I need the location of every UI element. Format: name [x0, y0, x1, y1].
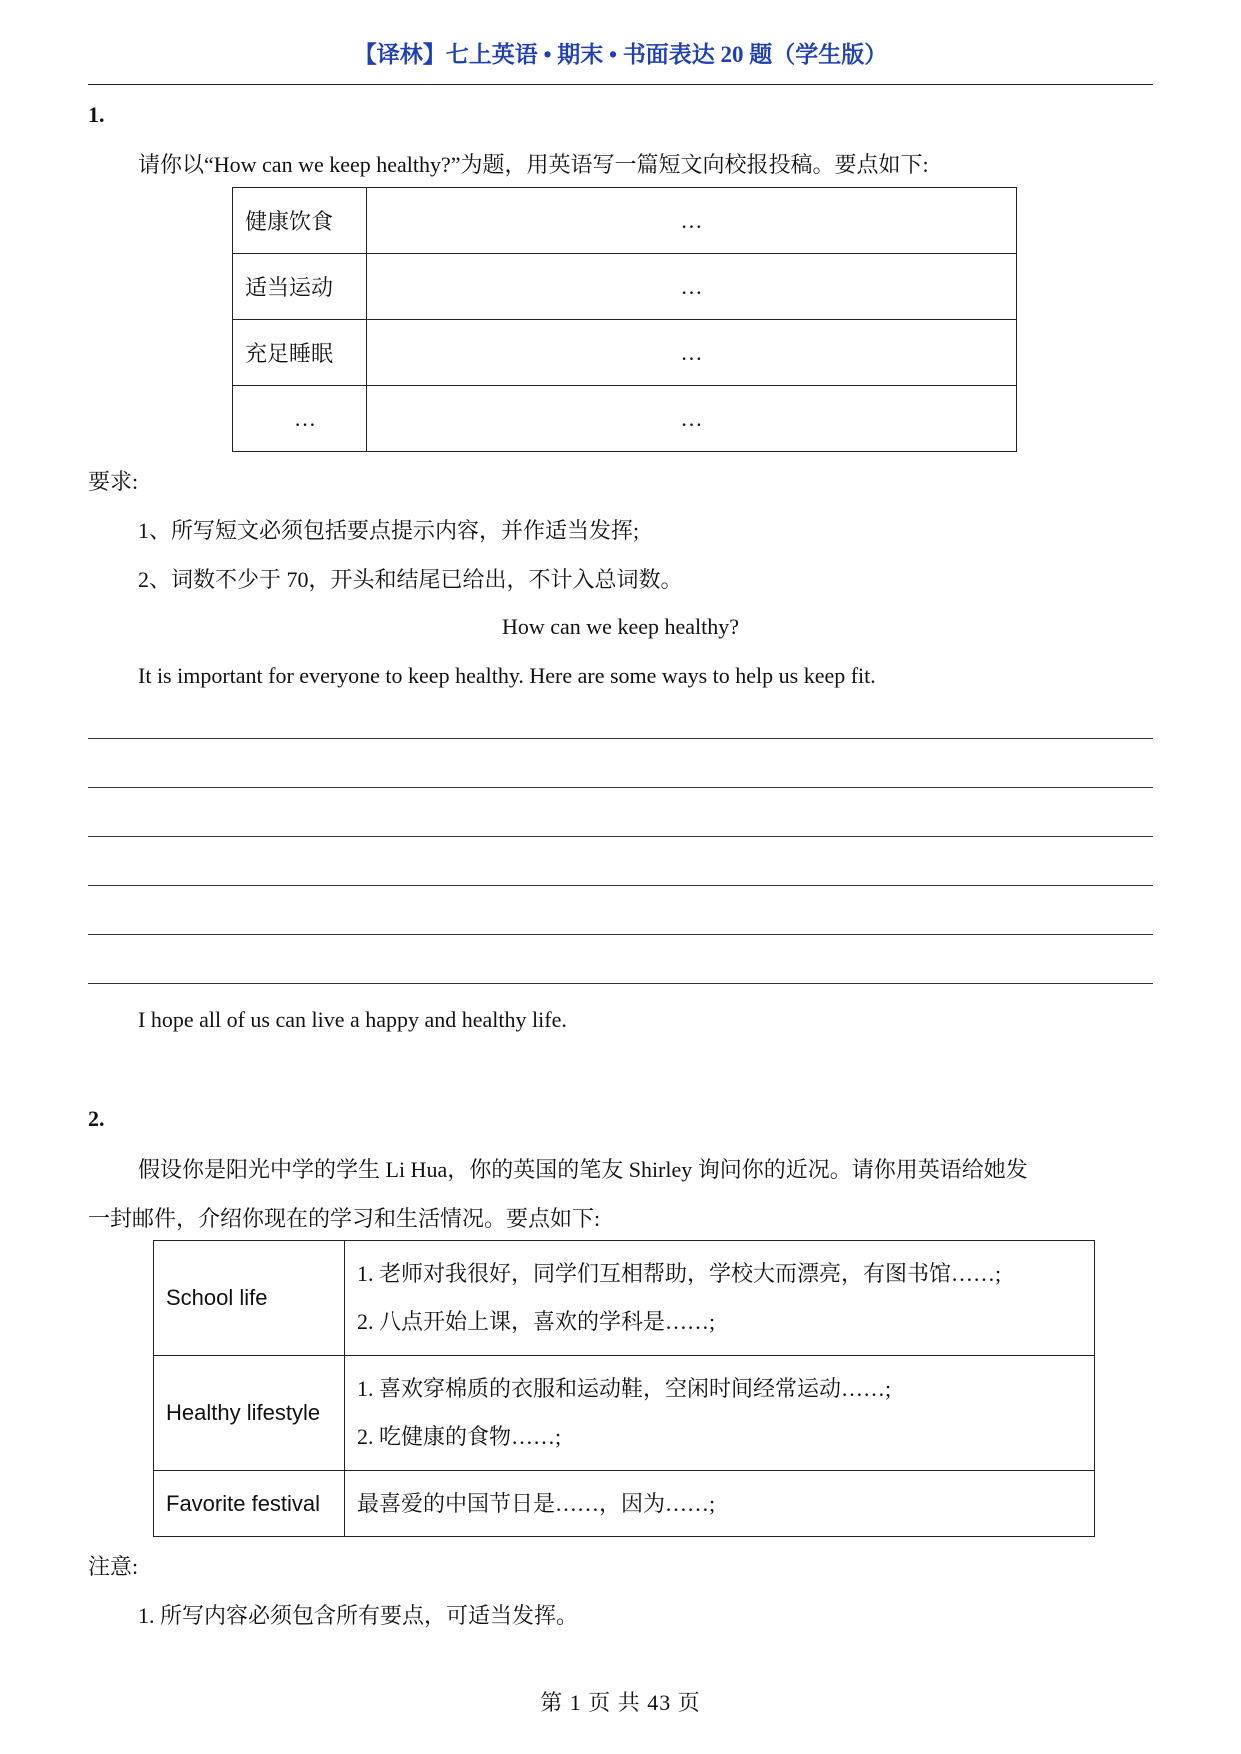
answer-line — [88, 836, 1153, 837]
table-cell-key: Favorite festival — [154, 1471, 345, 1537]
note-1: 1. 所写内容必须包含所有要点，可适当发挥。 — [138, 1603, 579, 1628]
table-cell-value — [345, 1241, 1095, 1356]
question-1-table — [232, 187, 1017, 452]
answer-line — [88, 983, 1153, 984]
table-cell-key: … — [233, 386, 367, 452]
answer-line — [88, 787, 1153, 788]
table-row — [233, 320, 1017, 386]
requirement-2: 2、词数不少于 70，开头和结尾已给出，不计入总词数。 — [138, 567, 683, 592]
table-row — [154, 1356, 1095, 1471]
table-row — [233, 188, 1017, 254]
table-cell-key: 健康饮食 — [233, 188, 367, 254]
question-1-number: 1. — [88, 102, 105, 127]
essay-closing: I hope all of us can live a happy and healthy life. — [138, 1007, 567, 1032]
table-cell-key: 充足睡眠 — [233, 320, 367, 386]
question-2-prompt-line2: 一封邮件，介绍你现在的学习和生活情况。要点如下: — [88, 1206, 601, 1231]
requirements-label: 要求: — [88, 469, 139, 494]
essay-opening: It is important for everyone to keep healthy. Here are some ways to help us keep fit. — [138, 663, 876, 688]
list-item: 2. 八点开始上课，喜欢的学科是……; — [357, 1309, 716, 1334]
table-cell-key: School life — [154, 1241, 345, 1356]
list-item: 2. 吃健康的食物……; — [357, 1424, 562, 1449]
table-cell-value: … — [367, 254, 1017, 320]
list-item: 1. 老师对我很好，同学们互相帮助，学校大而漂亮，有图书馆……; — [357, 1261, 1002, 1286]
question-1-prompt: 请你以“How can we keep healthy?”为题，用英语写一篇短文向校报投稿。要点如下: — [138, 152, 929, 177]
table-cell-value: … — [367, 188, 1017, 254]
table-cell-value — [345, 1356, 1095, 1471]
table-row — [233, 386, 1017, 452]
requirement-1: 1、所写短文必须包括要点提示内容，并作适当发挥; — [138, 518, 640, 543]
question-2-table — [153, 1240, 1095, 1537]
table-row — [154, 1471, 1095, 1537]
table-row — [233, 254, 1017, 320]
table-cell-value: … — [367, 386, 1017, 452]
notes-label: 注意: — [88, 1554, 139, 1579]
answer-line — [88, 885, 1153, 886]
table-cell-key: 适当运动 — [233, 254, 367, 320]
table-row — [154, 1241, 1095, 1356]
essay-title: How can we keep healthy? — [501, 614, 739, 639]
table-cell-value — [345, 1471, 1095, 1537]
header-title: 【译林】七上英语 • 期末 • 书面表达 20 题（学生版） — [353, 42, 888, 67]
table-cell-key: Healthy lifestyle — [154, 1356, 345, 1471]
list-item: 最喜爱的中国节日是……，因为……; — [357, 1490, 716, 1516]
table-cell-value: … — [367, 320, 1017, 386]
question-2-prompt-line1: 假设你是阳光中学的学生 Li Hua，你的英国的笔友 Shirley 询问你的近况。请你用英语给她发 — [138, 1157, 1028, 1182]
answer-line — [88, 934, 1153, 935]
header-divider — [88, 84, 1153, 85]
question-2-number: 2. — [88, 1106, 105, 1131]
list-item: 1. 喜欢穿棉质的衣服和运动鞋，空闲时间经常运动……; — [357, 1376, 892, 1401]
page-number: 第 1 页 共 43 页 — [540, 1690, 701, 1715]
answer-line — [88, 738, 1153, 739]
